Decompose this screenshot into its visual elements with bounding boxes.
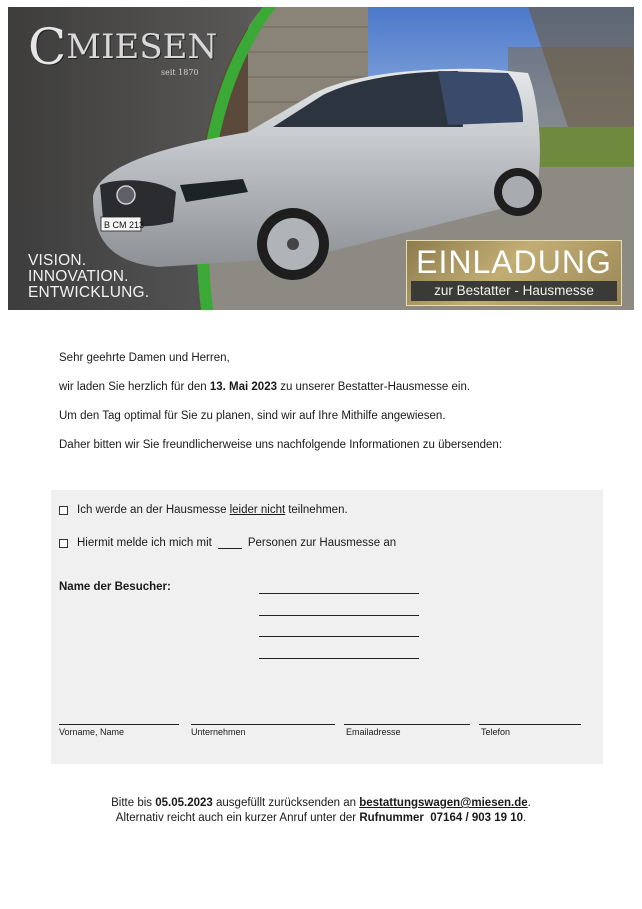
visitor-name-line-3[interactable] <box>259 636 419 637</box>
letter-body <box>59 352 502 468</box>
email-field-label: Emailadresse <box>346 727 401 737</box>
invite-sentence-post: zu unserer Bestatter-Hausmesse ein. <box>277 381 471 393</box>
invite-sentence-pre: wir laden Sie herzlich für den <box>59 381 210 393</box>
email-field-line[interactable] <box>344 724 470 725</box>
invitation-subtitle: zur Bestatter - Hausmesse <box>411 281 617 301</box>
phone-pre: Alternativ reicht auch ein kurzer Anruf unter der <box>115 812 360 824</box>
register-label-post: Personen zur Hausmesse an <box>247 537 397 549</box>
phone-instruction <box>0 812 642 824</box>
return-instruction <box>0 797 642 809</box>
phone-field-label: Telefon <box>481 727 511 737</box>
name-field-line[interactable] <box>59 724 179 725</box>
name-field-label: Vorname, Name <box>59 727 125 737</box>
invitation-title: EINLADUNG <box>416 244 612 280</box>
decline-checkbox[interactable] <box>59 506 68 515</box>
option-register <box>59 537 396 549</box>
license-plate-text: B CM 213 <box>104 220 145 230</box>
greeting: Sehr geehrte Damen und Herren, <box>59 352 230 364</box>
visitors-label: Name der Besucher: <box>59 581 171 593</box>
slogan-line-3: ENTWICKLUNG. <box>28 284 150 301</box>
company-field-line[interactable] <box>191 724 335 725</box>
return-end: . <box>527 797 531 809</box>
decline-label-post: teilnehmen. <box>288 504 348 516</box>
email-link[interactable]: bestattungswagen@miesen.de <box>359 797 528 809</box>
return-deadline: 05.05.2023 <box>155 797 213 809</box>
company-logo <box>28 18 218 77</box>
register-label-pre: Hiermit melde ich mich mit <box>77 537 212 549</box>
company-field-label: Unternehmen <box>191 727 246 737</box>
phone-label: Rufnummer <box>359 812 424 824</box>
logo-initial: C <box>28 18 67 76</box>
decline-label-emphasis: leider nicht <box>229 504 286 516</box>
invitation-badge <box>406 240 622 306</box>
invite-sentence <box>59 381 502 410</box>
slogan <box>28 253 149 301</box>
slogan-line-2: INNOVATION. <box>28 268 129 285</box>
option-decline <box>59 504 348 516</box>
phone-field-line[interactable] <box>479 724 581 725</box>
slogan-line-1: VISION. <box>28 252 87 269</box>
logo-since: seit 1870 <box>161 68 199 77</box>
visitor-name-line-1[interactable] <box>259 593 419 594</box>
hero-banner <box>8 7 634 310</box>
visitor-name-line-4[interactable] <box>259 658 419 659</box>
request-sentence: Daher bitten wir Sie freundlicherweise uns nachfolgende Informationen zu übersenden: <box>59 439 503 451</box>
visitor-name-line-2[interactable] <box>259 615 419 616</box>
response-form <box>51 490 603 764</box>
decline-label-pre: Ich werde an der Hausmesse <box>77 504 227 516</box>
phone-number[interactable]: 07164 / 903 19 10 <box>423 812 523 824</box>
logo-name: MIESEN <box>66 27 218 67</box>
return-mid: ausgefüllt zurücksenden an <box>212 797 360 809</box>
planning-sentence: Um den Tag optimal für Sie zu planen, sind wir auf Ihre Mithilfe angewiesen. <box>59 410 446 422</box>
person-count-field[interactable] <box>218 538 242 549</box>
register-checkbox[interactable] <box>59 539 68 548</box>
phone-end: . <box>523 812 527 824</box>
return-pre: Bitte bis <box>111 797 156 809</box>
event-date: 13. Mai 2023 <box>209 381 277 393</box>
